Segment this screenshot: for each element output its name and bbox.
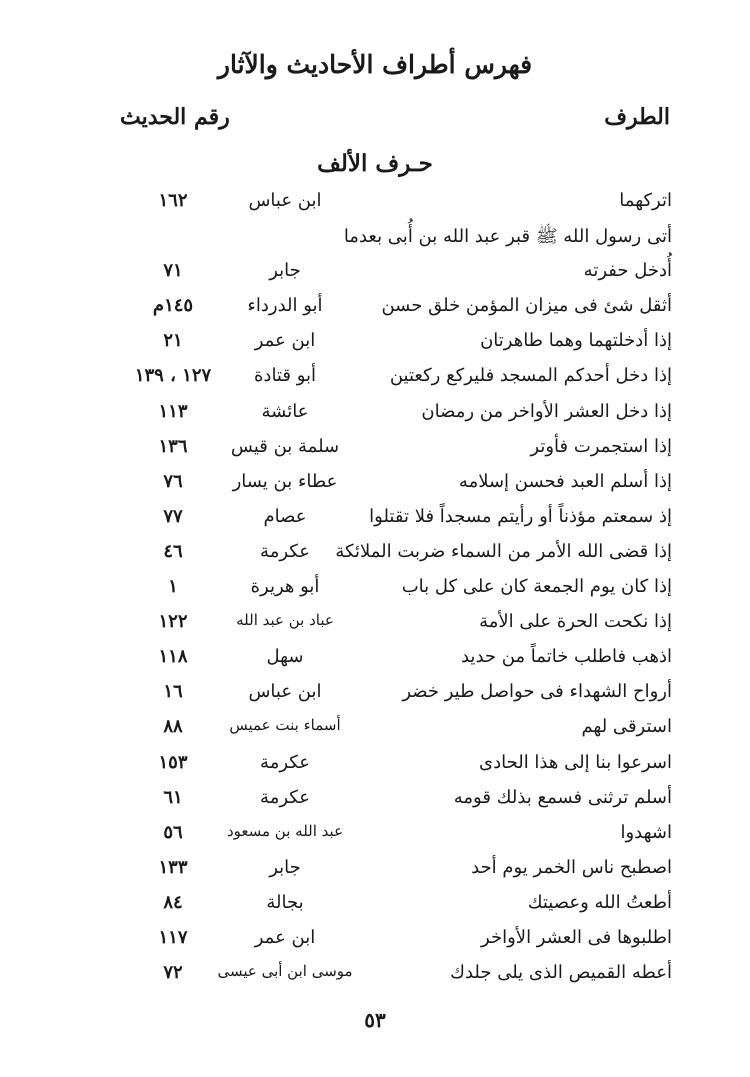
hadith-number: ٧١ [163, 260, 183, 282]
index-row [0, 537, 750, 572]
hadith-tarf: أسلم ترثنى فسمع بذلك قومه [453, 786, 672, 808]
hadith-number: ١٦٢ [158, 190, 188, 211]
hadith-number: ٥٦ [163, 821, 183, 843]
hadith-tarf: إذا أدخلتهما وهما طاهرتان [480, 330, 672, 352]
hadith-number: ١٣٣ [158, 856, 188, 878]
hadith-tarf: أعطه القميص الذى يلى جلدك [450, 962, 672, 984]
narrator-name: أبو قتادة [254, 365, 316, 387]
index-row [0, 748, 750, 783]
index-row [0, 361, 750, 396]
narrator-name: أبو الدرداء [247, 295, 323, 317]
hadith-number: ٧٦ [163, 470, 183, 492]
narrator-name: بجالة [266, 891, 304, 913]
hadith-number: ١٦ [163, 681, 183, 703]
hadith-tarf: اذهب فاطلب خاتماً من حديد [460, 646, 672, 668]
hadith-number: ١٣٦ [158, 435, 188, 457]
hadith-number: ٢١ [163, 330, 183, 352]
narrator-name: ابن عمر [254, 926, 316, 948]
narrator-name: عكرمة [260, 540, 310, 562]
index-row [0, 291, 750, 326]
column-header-hadith-number: رقم الحديث [120, 104, 230, 130]
narrator-name: أبو هريرة [250, 576, 320, 598]
narrator-name: عكرمة [260, 751, 310, 773]
index-row [0, 186, 750, 221]
hadith-tarf: إذا قضى الله الأمر من السماء ضربت الملائكة [335, 540, 672, 562]
index-row [0, 221, 750, 256]
hadith-tarf: أرواح الشهداء فى حواصل طير خضر [402, 681, 672, 703]
hadith-tarf: إذا دخل العشر الأواخر من رمضان [421, 400, 672, 422]
index-row [0, 326, 750, 361]
hadith-tarf: أثقل شئ فى ميزان المؤمن خلق حسن [381, 295, 672, 317]
narrator-name: عكرمة [260, 786, 310, 808]
hadith-number: ٦١ [163, 786, 183, 808]
hadith-tarf: اسرعوا بنا إلى هذا الحادى [479, 751, 672, 773]
hadith-tarf: اطلبوها فى العشر الأواخر [481, 926, 672, 948]
index-row [0, 607, 750, 642]
index-row [0, 502, 750, 537]
hadith-number: ٨٤ [163, 891, 183, 913]
narrator-name: سهل [266, 646, 304, 668]
narrator-name: ابن عباس [248, 681, 322, 703]
hadith-number: ١٢٧ ، ١٣٩ [134, 365, 212, 387]
index-row [0, 923, 750, 958]
hadith-tarf: أُدخل حفرته [583, 260, 672, 282]
narrator-name: عطاء بن يسار [232, 470, 338, 492]
narrator-name: عبد الله بن مسعود [226, 821, 344, 840]
index-row [0, 888, 750, 923]
narrator-name: عباد بن عبد الله [236, 611, 334, 630]
hadith-number: ١٢٢ [158, 611, 188, 633]
hadith-number: ٧٧ [163, 505, 183, 527]
index-row [0, 712, 750, 747]
narrator-name: عائشة [261, 400, 309, 422]
index-row [0, 572, 750, 607]
index-row [0, 818, 750, 853]
index-row [0, 853, 750, 888]
hadith-tarf: أطعتُ الله وعصيتك [527, 891, 672, 913]
hadith-number: ١١٣ [158, 400, 188, 422]
index-row [0, 256, 750, 291]
page-title: فهرس أطراف الأحاديث والآثار [217, 50, 533, 79]
narrator-name: جابر [269, 856, 301, 878]
page-number: ٥٣ [364, 1008, 386, 1032]
narrator-name: سلمة بن قيس [230, 435, 340, 457]
narrator-name: ابن عباس [248, 190, 322, 211]
narrator-name: ابن عمر [254, 330, 316, 352]
index-row [0, 783, 750, 818]
hadith-tarf: إذا نكحت الحرة على الأمة [479, 611, 672, 633]
index-row [0, 677, 750, 712]
hadith-number: ١١٨ [158, 646, 188, 668]
index-row [0, 467, 750, 502]
index-row [0, 642, 750, 677]
narrator-name: موسى ابن أبى عيسى [217, 962, 353, 981]
hadith-tarf: اشهدوا [620, 821, 672, 843]
hadith-tarf: اصطبح ناس الخمر يوم أحد [471, 856, 672, 878]
index-row [0, 397, 750, 432]
hadith-number: ٧٢ [163, 962, 183, 984]
narrator-name: أسماء بنت عميس [229, 716, 341, 735]
hadith-number: ٤٦ [163, 540, 183, 562]
narrator-name: جابر [269, 260, 301, 282]
hadith-number: ١ [168, 576, 178, 598]
index-list [0, 186, 750, 993]
hadith-tarf: إذا كان يوم الجمعة كان على كل باب [401, 576, 672, 598]
hadith-tarf: اتركهما [619, 190, 672, 211]
hadith-tarf: إذا استجمرت فأوتر [530, 435, 672, 457]
hadith-tarf: إذا أسلم العبد فحسن إسلامه [458, 470, 672, 492]
hadith-tarf: استرقى لهم [581, 716, 672, 738]
hadith-tarf: إذا دخل أحدكم المسجد فليركع ركعتين [389, 365, 672, 387]
hadith-tarf: إذ سمعتم مؤذناً أو رأيتم مسجداً فلا تقتلوا [369, 505, 672, 527]
hadith-number: ١١٧ [158, 926, 188, 948]
index-row [0, 432, 750, 467]
index-row [0, 958, 750, 993]
section-heading: حـرف الألف [317, 150, 433, 177]
narrator-name: عصام [263, 505, 307, 527]
hadith-number: ١٥٣ [158, 751, 188, 773]
column-header-tarf: الطرف [604, 104, 670, 130]
hadith-tarf: أتى رسول الله ﷺ قبر عبد الله بن أُبى بعدما [343, 226, 672, 248]
hadith-number: ١٤٥م [152, 295, 194, 317]
hadith-number: ٨٨ [163, 716, 183, 738]
